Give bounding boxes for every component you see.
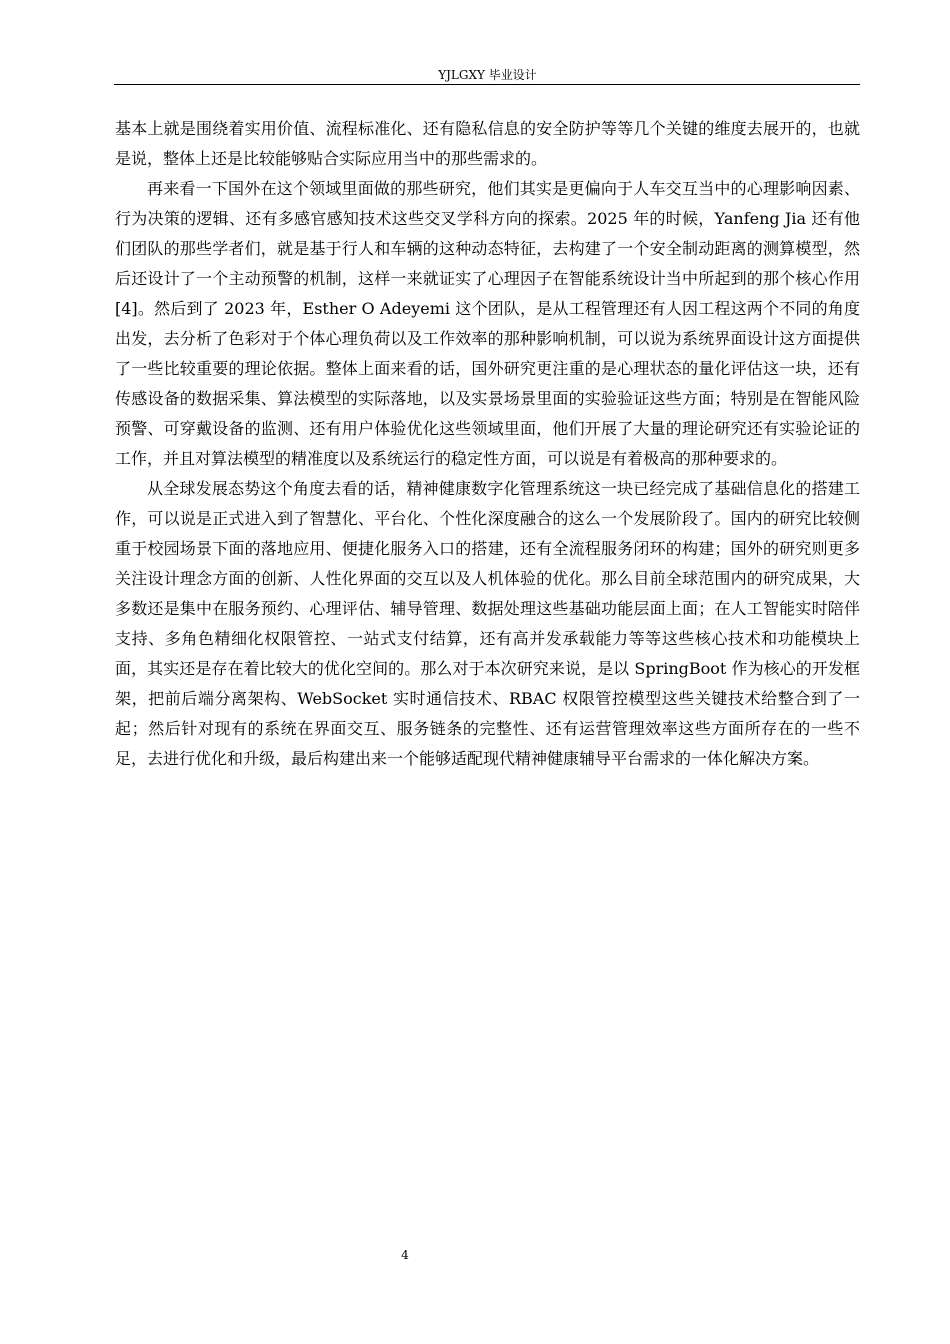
header-divider bbox=[114, 84, 860, 85]
paragraph-continuation: 基本上就是围绕着实用价值、流程标准化、还有隐私信息的安全防护等等几个关键的维度去展开的，也就是说，整体上还是比较能够贴合实际应用当中的那些需求的。 bbox=[115, 119, 860, 168]
page-number: 4 bbox=[401, 1248, 409, 1262]
page-header: YJLGXY 毕业设计 bbox=[438, 68, 537, 82]
paragraph-global-trend: 从全球发展态势这个角度去看的话，精神健康数字化管理系统这一块已经完成了基础信息化的搭建工作，可以说是正式进入到了智慧化、平台化、个性化深度融合的这么一个发展阶段了。国内的研究比较侧重于校园场景下面的落地应用、便捷化服务入口的搭建，还有全流程服务闭环的构建；国外的研究则更多关注设计理念方面的创新、人性化界面的交互以及人机体验的优化。那么目前全球范围内的研究成果，大多数还是集中在服务预约、心理评估、辅导管理、数据处理这些基础功能层面上面；在人工智能实时陪伴支持、多角色精细化权限管控、一站式支付结算，还有高并发承载能力等等这些核心技术和功能模块上面，其实还是存在着比较大的优化空间的。那么对于本次研究来说，是以 SpringBoot 作为核心的开发框架，把前后端分离架构、WebSocket 实时通信技术、RBAC 权限管控模型这些关键技术给整合到了一起；然后针对现有的系统在界面交互、服务链条的完整性、还有运营管理效率这些方面所存在的一些不足，去进行优化和升级，最后构建出来一个能够适配现代精神健康辅导平台需求的一体化解决方案。 bbox=[115, 479, 860, 768]
body-text bbox=[115, 114, 860, 774]
paragraph-foreign-research: 再来看一下国外在这个领域里面做的那些研究，他们其实是更偏向于人车交互当中的心理影响因素、行为决策的逻辑、还有多感官感知技术这些交叉学科方向的探索。2025 年的时候，Yanfeng Jia 还有他们团队的那些学者们，就是基于行人和车辆的这种动态特征，去构建了一个安全制动距离的测算模型，然后还设计了一个主动预警的机制，这样一来就证实了心理因子在智能系统设计当中所起到的那个核心作用[4]。然后到了 2023 年，Esther O Adeyemi 这个团队，是从工程管理还有人因工程这两个不同的角度出发，去分析了色彩对于个体心理负荷以及工作效率的那种影响机制，可以说为系统界面设计这方面提供了一些比较重要的理论依据。整体上面来看的话，国外研究更注重的是心理状态的量化评估这一块，还有传感设备的数据采集、算法模型的实际落地，以及实景场景里面的实验验证这些方面；特别是在智能风险预警、可穿戴设备的监测、还有用户体验优化这些领域里面，他们开展了大量的理论研究还有实验论证的工作，并且对算法模型的精准度以及系统运行的稳定性方面，可以说是有着极高的那种要求的。 bbox=[115, 179, 860, 468]
